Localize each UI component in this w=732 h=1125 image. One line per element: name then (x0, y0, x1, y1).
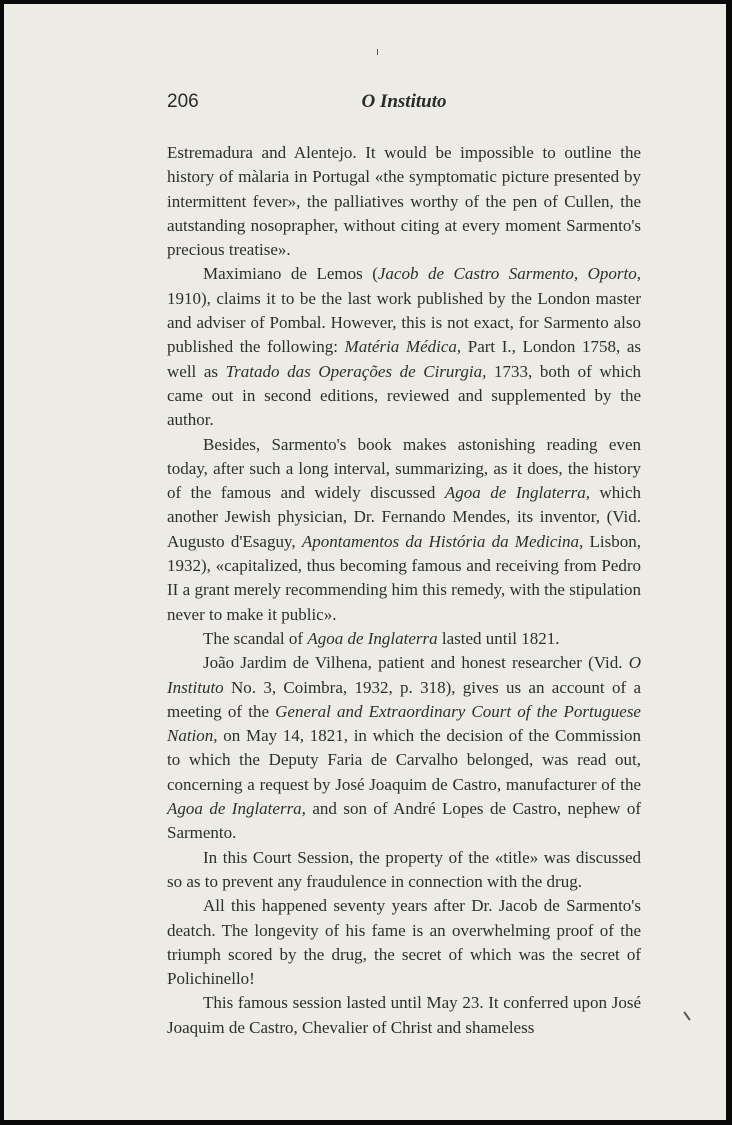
paragraph (167, 846, 641, 895)
italic-text: Agoa de Inglaterra (307, 628, 438, 648)
italic-text: Jacob de Castro Sarmento, Oporto, (377, 264, 642, 284)
page-number: 206 (167, 91, 199, 112)
paragraph (167, 262, 641, 432)
italic-text: Apontamentos da História da Medicina, (301, 531, 584, 551)
body-text (167, 141, 641, 1040)
text-run: and son of André Lopes de Castro, nephew of Sarmento. (167, 799, 641, 843)
text-run: Besides, Sarmento's book makes astonishing reading even today, after such a long interval, summarizing, as it does, the history of the famous and widely discussed (167, 434, 641, 503)
italic-text: Tratado das Operações de Cirurgia, (225, 361, 487, 381)
text-run: Estremadura and Alentejo. It would be impossible to outline the history of màlaria in Portugal «the symptomatic picture presented by intermittent fever», the palliatives worthy of the pen of Cullen, the autstanding nosoprapher, without citing at every moment Sarmento's precious treatise». (167, 143, 641, 260)
italic-text: Agoa de Inglaterra, (167, 799, 306, 819)
text-run: Maximiano de Lemos ( (203, 264, 378, 284)
scan-speck (377, 49, 378, 55)
text-run: which another Jewish physician, Dr. Fernando Mendes, its inventor, (Vid. Augusto d'Esaguy, (167, 483, 641, 551)
paragraph (167, 433, 641, 627)
text-run: Lisbon, 1932), «capitalized, thus becoming famous and receiving from Pedro II a grant merely recommending him this remedy, with the stipulation never to make it public». (167, 531, 641, 624)
running-header (167, 91, 641, 115)
paragraph (167, 141, 641, 262)
text-run: 1910), claims it to be the last work published by the London master and adviser of Pombal. However, this is not exact, for Sarmento also published the following: (167, 288, 641, 357)
italic-text: O Instituto (167, 653, 641, 697)
paragraph (167, 627, 641, 651)
text-run: This famous session lasted until May 23. It conferred upon José Joaquim de Castro, Chevalier of Christ and shameless (167, 993, 641, 1037)
italic-text: Agoa de Inglaterra, (444, 483, 590, 503)
paragraph (167, 894, 641, 991)
text-run: All this happened seventy years after Dr. Jacob de Sarmento's deatch. The longevity of his fame is an overwhelming proof of the triumph scored by the drug, the secret of which was the secret of Polichinello! (167, 896, 641, 989)
text-run: João Jardim de Vilhena, patient and honest researcher (Vid. (203, 653, 629, 673)
text-run: In this Court Session, the property of the «title» was discussed so as to prevent any fraudulence in connection with the drug. (167, 847, 641, 891)
text-run: No. 3, Coimbra, 1932, p. 318), gives us an account of a meeting of the (167, 677, 641, 721)
paragraph (167, 651, 641, 845)
italic-text: Matéria Médica, (344, 337, 462, 357)
running-title: O Instituto (361, 91, 447, 112)
italic-text: General and Extraordinary Court of the Portuguese Nation, (167, 701, 641, 746)
text-run: lasted until 1821. (437, 628, 560, 648)
text-run: on May 14, 1821, in which the decision of the Commission to which the Deputy Faria de Carvalho belonged, was read out, concerning a request by José Joaquim de Castro, manufacturer of the (167, 726, 641, 794)
text-run: Part I., London 1758, as well as (167, 337, 642, 381)
text-run: 1733, both of which came out in second editions, reviewed and supplemented by the author. (167, 361, 642, 430)
text-run: The scandal of (203, 628, 308, 648)
paragraph (167, 991, 641, 1040)
